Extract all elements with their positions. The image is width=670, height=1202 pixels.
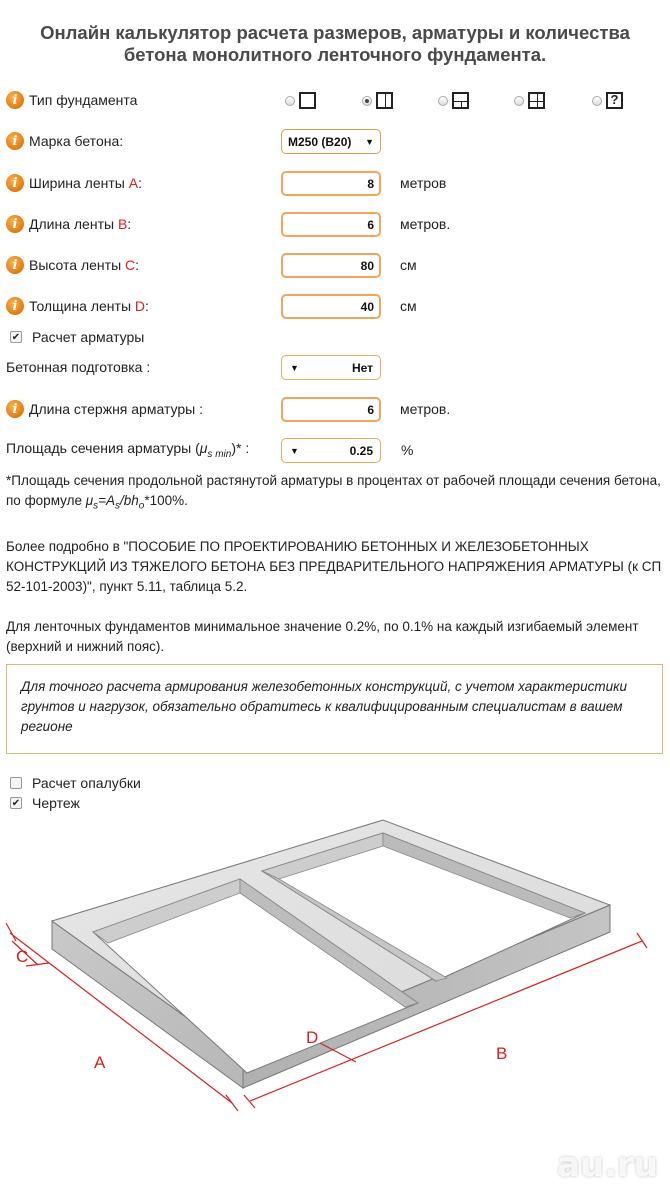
concrete-grade-row [6, 129, 123, 153]
concrete-prep-row [6, 355, 150, 379]
rebar-length-input[interactable] [281, 397, 381, 422]
foundation-type-label: Тип фундамента [29, 92, 138, 108]
radio-button[interactable] [438, 96, 448, 106]
concrete-grade-select[interactable] [281, 129, 381, 154]
foundation-3d-diagram [0, 815, 670, 1197]
foundation-type-option-custom[interactable] [592, 92, 623, 109]
drawing-row[interactable] [6, 791, 80, 815]
dropdown-arrow-icon: ▼ [290, 445, 299, 456]
thickness-letter: D [134, 298, 146, 314]
rebar-calc-checkbox[interactable]: ✔ [11, 331, 21, 343]
height-input[interactable] [281, 253, 381, 278]
drawing-label: Чертеж [32, 795, 80, 811]
thickness-label-colon: : [145, 298, 149, 314]
thickness-value: 40 [360, 299, 374, 314]
rebar-area-mu: μ [199, 440, 208, 457]
cross-rectangle-icon [528, 92, 545, 109]
height-value: 80 [360, 258, 374, 273]
concrete-grade-value: М250 (В20) [288, 134, 352, 149]
rebar-area-label [6, 440, 249, 460]
min-value-note: Для ленточных фундаментов минимальное значение 0.2%, по 0.1% на каждый изгибаемый элемент (верхний и нижний пояс). [6, 619, 639, 654]
length-label [29, 216, 131, 232]
dimension-d-label: D [306, 1028, 319, 1047]
rebar-calc-label: Расчет арматуры [32, 329, 145, 345]
dimension-b-label: B [496, 1044, 508, 1063]
info-icon[interactable]: i [6, 256, 24, 274]
foundation-type-row [6, 88, 137, 112]
height-unit: см [400, 257, 417, 273]
rebar-area-unit: % [401, 442, 414, 458]
length-letter: B [117, 216, 128, 232]
formula-sub-s2: s [115, 500, 121, 512]
rebar-area-row [6, 438, 249, 462]
t-shape-rectangle-icon [452, 92, 469, 109]
rebar-length-unit: метров. [400, 401, 451, 417]
formula-mu: μ [85, 493, 94, 508]
foundation-type-option-t[interactable] [438, 92, 469, 109]
split-rectangle-icon [376, 92, 393, 109]
rebar-area-label-text: Площадь сечения арматуры ( [6, 440, 200, 457]
formwork-label: Расчет опалубки [32, 775, 141, 791]
advice-text: Для точного расчета армирования железобетонных конструкций, с учетом характеристики грунтов и нагрузок, обязательно обратитесь к квалифицированным специалистам в вашем регионе [21, 679, 627, 734]
foundation-type-option-single[interactable] [285, 92, 316, 109]
foundation-type-option-cross[interactable] [514, 92, 545, 109]
formwork-checkbox[interactable] [10, 777, 22, 789]
width-input[interactable] [281, 171, 381, 196]
question-rectangle-icon: ? [606, 92, 623, 109]
length-input[interactable] [281, 212, 381, 237]
concrete-prep-select[interactable] [281, 355, 381, 380]
formula-note-text: *Площадь сечения продольной растянутой арматуры в процентах от рабочей площади сечения бетона, по формуле [6, 473, 661, 508]
length-label-colon: : [127, 216, 132, 232]
dropdown-arrow-icon: ▼ [290, 362, 299, 373]
radio-button-selected[interactable] [362, 96, 372, 106]
rebar-area-value: 0.25 [349, 443, 373, 458]
page-title [0, 22, 670, 66]
info-icon[interactable]: i [6, 297, 24, 315]
thickness-label-text: Толщина ленты [29, 298, 135, 314]
length-value: 6 [367, 217, 374, 232]
info-icon[interactable]: i [6, 91, 24, 109]
foundation-type-option-split[interactable] [362, 92, 393, 109]
height-letter: C [125, 257, 136, 273]
concrete-prep-label: Бетонная подготовка : [6, 359, 151, 375]
width-letter: A [128, 175, 139, 191]
rebar-length-value: 6 [367, 402, 374, 417]
info-icon[interactable]: i [6, 132, 24, 150]
formula-note [6, 471, 662, 517]
formula-sub-s: s [93, 500, 99, 512]
rebar-length-row [6, 397, 203, 421]
thickness-label [29, 298, 149, 314]
info-icon[interactable]: i [6, 215, 24, 233]
radio-button[interactable] [285, 96, 295, 106]
formula-bh: /bh [120, 493, 139, 508]
dropdown-arrow-icon: ▼ [365, 136, 374, 147]
concrete-prep-value: Нет [351, 360, 373, 375]
rebar-area-select[interactable] [281, 438, 381, 463]
thickness-input[interactable] [281, 294, 381, 319]
height-label [29, 257, 139, 273]
length-unit: метров. [400, 216, 451, 232]
watermark-logo: au.ru [556, 1145, 658, 1185]
drawing-checkbox[interactable]: ✔ [11, 797, 21, 809]
rebar-calc-row[interactable] [6, 325, 144, 349]
info-icon[interactable]: i [6, 174, 24, 192]
height-label-text: Высота ленты [29, 257, 126, 273]
dimension-a-label: A [94, 1053, 106, 1072]
reference-note: Более подробно в "ПОСОБИЕ ПО ПРОЕКТИРОВАНИЮ БЕТОННЫХ И ЖЕЛЕЗОБЕТОННЫХ КОНСТРУКЦИЙ ИЗ ТЯЖЕЛОГО БЕТОНА БЕЗ ПРЕДВАРИТЕЛЬНОГО НАПРЯЖЕНИЯ АРМАТУРЫ (к СП 52-101-2003)", пункт 5.11, таблица 5.2. [6, 539, 662, 594]
rebar-area-sub: s min [207, 448, 232, 460]
length-row [6, 212, 131, 236]
height-label-colon: : [135, 257, 140, 273]
foundation-drawing [0, 815, 670, 1197]
info-icon[interactable]: i [6, 400, 24, 418]
single-rectangle-icon [299, 92, 316, 109]
page-title-line2: бетона монолитного ленточного фундамента. [123, 44, 547, 65]
width-label-colon: : [138, 175, 142, 191]
width-value: 8 [367, 176, 374, 191]
rebar-length-label: Длина стержня арматуры : [29, 401, 203, 417]
width-unit: метров [400, 175, 447, 191]
rebar-area-label-suffix: )* : [231, 440, 250, 457]
length-label-text: Длина ленты [29, 216, 118, 232]
dimension-c-label: C [16, 947, 29, 966]
width-row [6, 171, 142, 195]
formula-eq: =A [98, 493, 116, 508]
width-label-text: Ширина ленты [29, 175, 129, 191]
concrete-grade-label: Марка бетона: [29, 133, 124, 149]
width-label [29, 175, 142, 191]
radio-button[interactable] [514, 96, 524, 106]
advice-box [6, 664, 663, 754]
height-row [6, 253, 139, 277]
formula-sub-o: o [138, 500, 145, 512]
page-title-line1: Онлайн калькулятор расчета размеров, арматуры и количества [40, 22, 630, 43]
radio-button[interactable] [592, 96, 602, 106]
formula-end: *100%. [144, 493, 188, 508]
thickness-unit: см [400, 298, 417, 314]
thickness-row [6, 294, 149, 318]
